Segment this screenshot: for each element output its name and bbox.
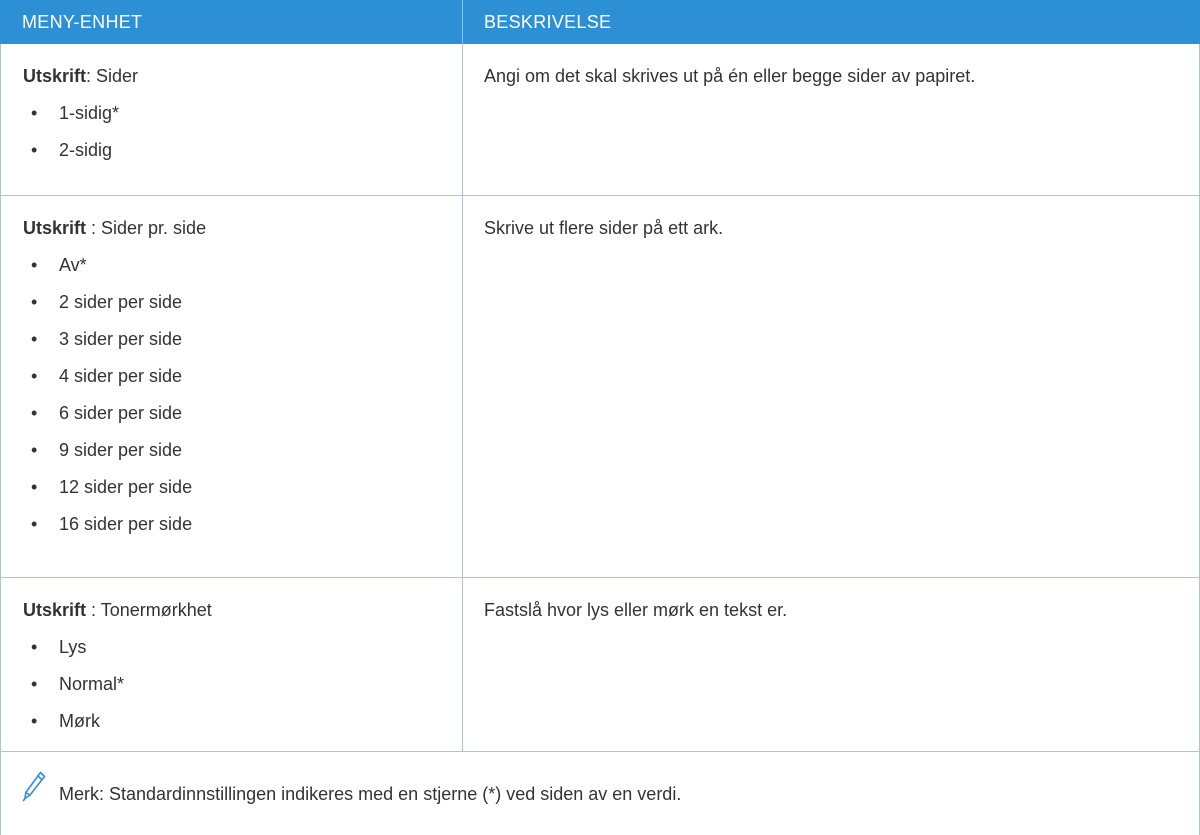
- column-header-menu-item: MENY-ENHET: [0, 0, 463, 44]
- menu-item-label-rest: : Sider pr. side: [86, 218, 207, 238]
- description-text: Angi om det skal skrives ut på én eller begge sider av papiret.: [484, 66, 976, 86]
- description-text: Skrive ut flere sider på ett ark.: [484, 218, 724, 238]
- option-item: • 16 sider per side: [23, 506, 452, 543]
- option-item: • 1-sidig*: [23, 95, 452, 132]
- option-item: • Normal*: [23, 666, 452, 703]
- menu-item-label: [23, 58, 452, 95]
- menu-item-cell: [1, 196, 463, 577]
- column-header-description: BESKRIVELSE: [484, 12, 612, 32]
- table-row: [0, 196, 1200, 578]
- menu-item-label-bold: Utskrift: [23, 66, 87, 86]
- description-cell: [463, 196, 1198, 577]
- option-item: • 6 sider per side: [23, 395, 452, 432]
- option-list: [23, 247, 452, 543]
- option-item: • Lys: [23, 629, 452, 666]
- option-item: • Mørk: [23, 703, 452, 740]
- table-row: [0, 44, 1200, 196]
- menu-item-label-rest: : Sider: [86, 66, 139, 86]
- note-row: [0, 752, 1200, 835]
- menu-item-label-bold: Utskrift: [23, 218, 87, 238]
- menu-item-label: [23, 592, 452, 629]
- option-item: • 9 sider per side: [23, 432, 452, 469]
- option-item: • Av*: [23, 247, 452, 284]
- description-cell: [463, 578, 1198, 751]
- description-text: Fastslå hvor lys eller mørk en tekst er.: [484, 600, 788, 620]
- option-item: • 2 sider per side: [23, 284, 452, 321]
- menu-item-cell: [1, 578, 463, 751]
- option-list: [23, 629, 452, 740]
- option-list: [23, 95, 452, 169]
- description-cell: [463, 44, 1198, 195]
- option-item: • 12 sider per side: [23, 469, 452, 506]
- menu-item-label-rest: : Tonermørkhet: [86, 600, 212, 620]
- table-row: [0, 578, 1200, 752]
- note-text: Merk: Standardinnstillingen indikeres med en stjerne (*) ved siden av en verdi.: [59, 784, 682, 804]
- pencil-icon: [22, 770, 46, 802]
- option-item: • 3 sider per side: [23, 321, 452, 358]
- option-item: • 4 sider per side: [23, 358, 452, 395]
- option-item: • 2-sidig: [23, 132, 452, 169]
- table-header-row: [0, 0, 1200, 44]
- menu-item-label-bold: Utskrift: [23, 600, 87, 620]
- menu-item-cell: [1, 44, 463, 195]
- menu-item-label: [23, 210, 452, 247]
